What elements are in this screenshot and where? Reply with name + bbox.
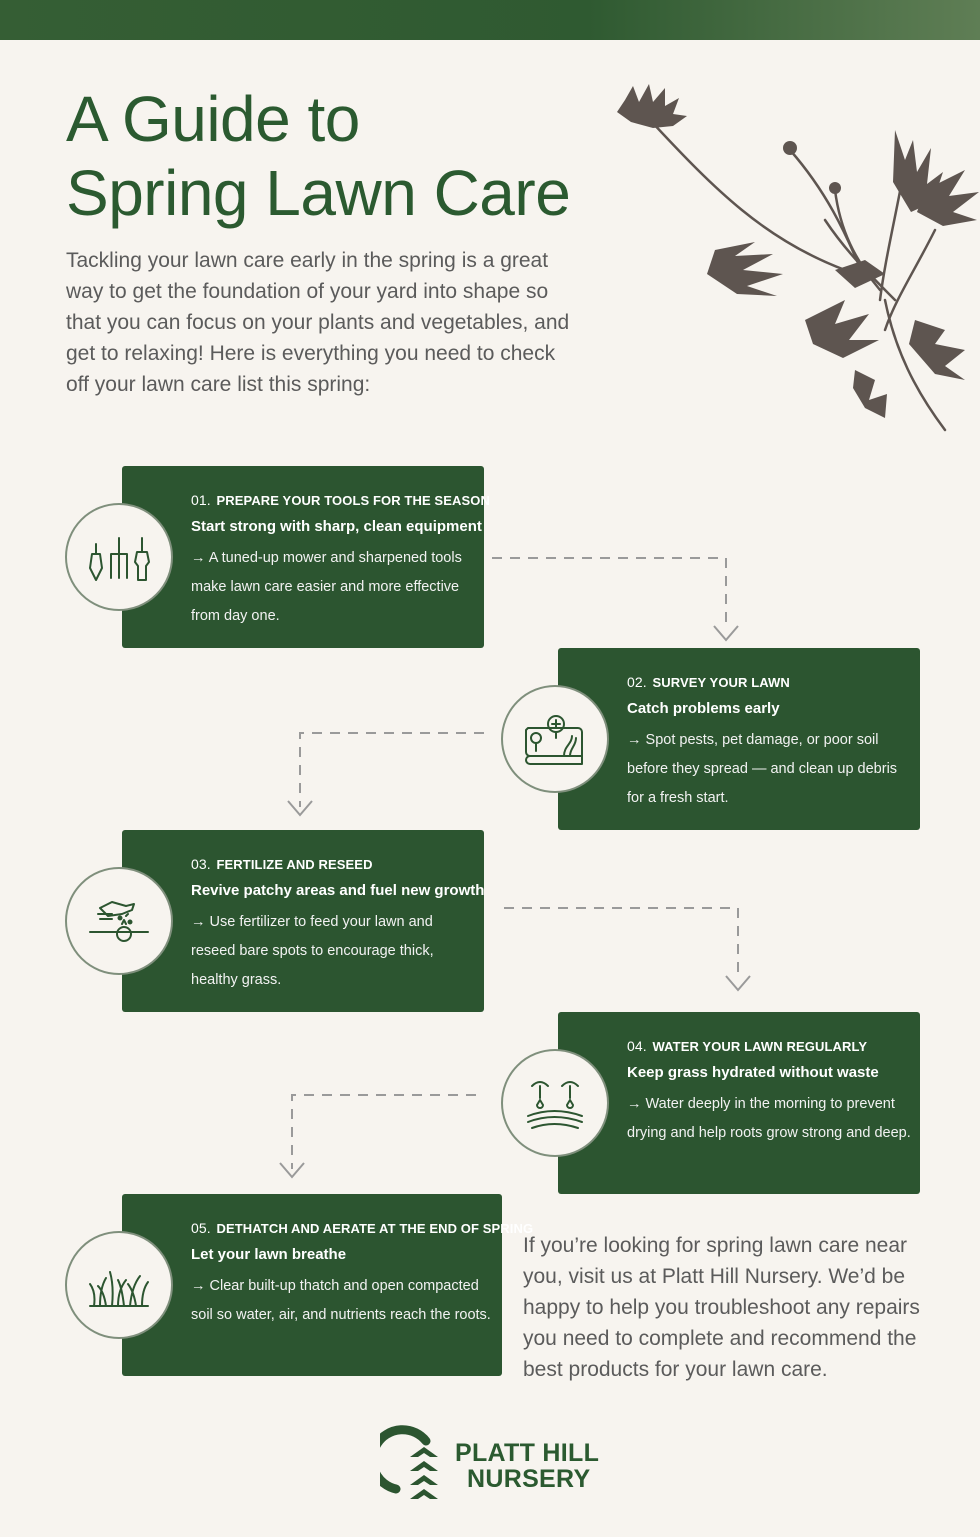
intro-paragraph: Tackling your lawn care early in the spring is a great way to get the foundation of your yard into shape so that you can focus on your plants and vegetables, and get to relaxing! Here is everything you need to check off your lawn care list this spring: [66,249,570,396]
step-4-label: 04. WATER YOUR LAWN REGULARLY [627,1038,868,1054]
flow-arrow-2 [290,725,490,820]
step-4-icon-badge [501,1049,609,1157]
step-1-label: 01. PREPARE YOUR TOOLS FOR THE SEASON [191,492,490,508]
step-3-body: → Use fertilizer to feed your lawn and reseed bare spots to encourage thick, healthy grass. [191,914,434,988]
step-4-body: → Water deeply in the morning to prevent drying and help roots grow strong and deep. [627,1096,911,1141]
title-line-1: A Guide to [66,83,360,155]
step-card-5 [122,1194,534,1376]
top-banner [0,0,980,40]
wildflower-illustration-icon [595,70,980,440]
brand-logo-text [455,1440,599,1492]
step-1-body: → A tuned-up mower and sharpened tools make lawn care easier and more effective from day one. [191,550,462,624]
platt-hill-logo-icon [380,1425,450,1503]
step-card-2 [558,648,920,830]
title-line-2: Spring Lawn Care [66,157,571,229]
step-card-3 [122,830,484,1012]
closing-paragraph: If you’re looking for spring lawn care near you, visit us at Platt Hill Nursery. We’d be happy to help you troubleshoot any repairs you need to complete and recommend the best products for your lawn care. [523,1234,920,1381]
step-4-headline: Keep grass hydrated without waste [627,1064,879,1081]
step-5-icon-badge [65,1231,173,1339]
step-1-headline: Start strong with sharp, clean equipment [191,518,482,535]
step-card-1 [122,466,490,648]
grass-icon [86,1252,152,1318]
seeding-hand-icon [86,888,152,954]
garden-tools-icon [86,524,152,590]
yard-map-icon [522,706,588,772]
step-2-body: → Spot pests, pet damage, or poor soil before they spread — and clean up debris for a fresh start. [627,732,898,806]
page-title [66,82,570,230]
brand-line-2: NURSERY [467,1465,591,1493]
step-1-icon-badge [65,503,173,611]
step-3-label: 03. FERTILIZE AND RESEED [191,856,373,872]
step-3-headline: Revive patchy areas and fuel new growth [191,882,485,899]
flow-arrow-1 [490,550,740,645]
step-2-label: 02. SURVEY YOUR LAWN [627,674,790,690]
step-card-4 [558,1012,920,1194]
flow-arrow-4 [282,1087,482,1182]
step-5-label: 05. DETHATCH AND AERATE AT THE END OF SPRING [191,1220,534,1236]
step-5-body: → Clear built-up thatch and open compacted soil so water, air, and nutrients reach the roots. [191,1278,491,1323]
step-2-icon-badge [501,685,609,793]
step-2-headline: Catch problems early [627,700,780,717]
step-3-icon-badge [65,867,173,975]
step-5-headline: Let your lawn breathe [191,1246,347,1263]
brand-line-1: PLATT HILL [455,1439,600,1467]
flow-arrow-3 [500,900,760,995]
sprinkler-icon [522,1070,588,1136]
